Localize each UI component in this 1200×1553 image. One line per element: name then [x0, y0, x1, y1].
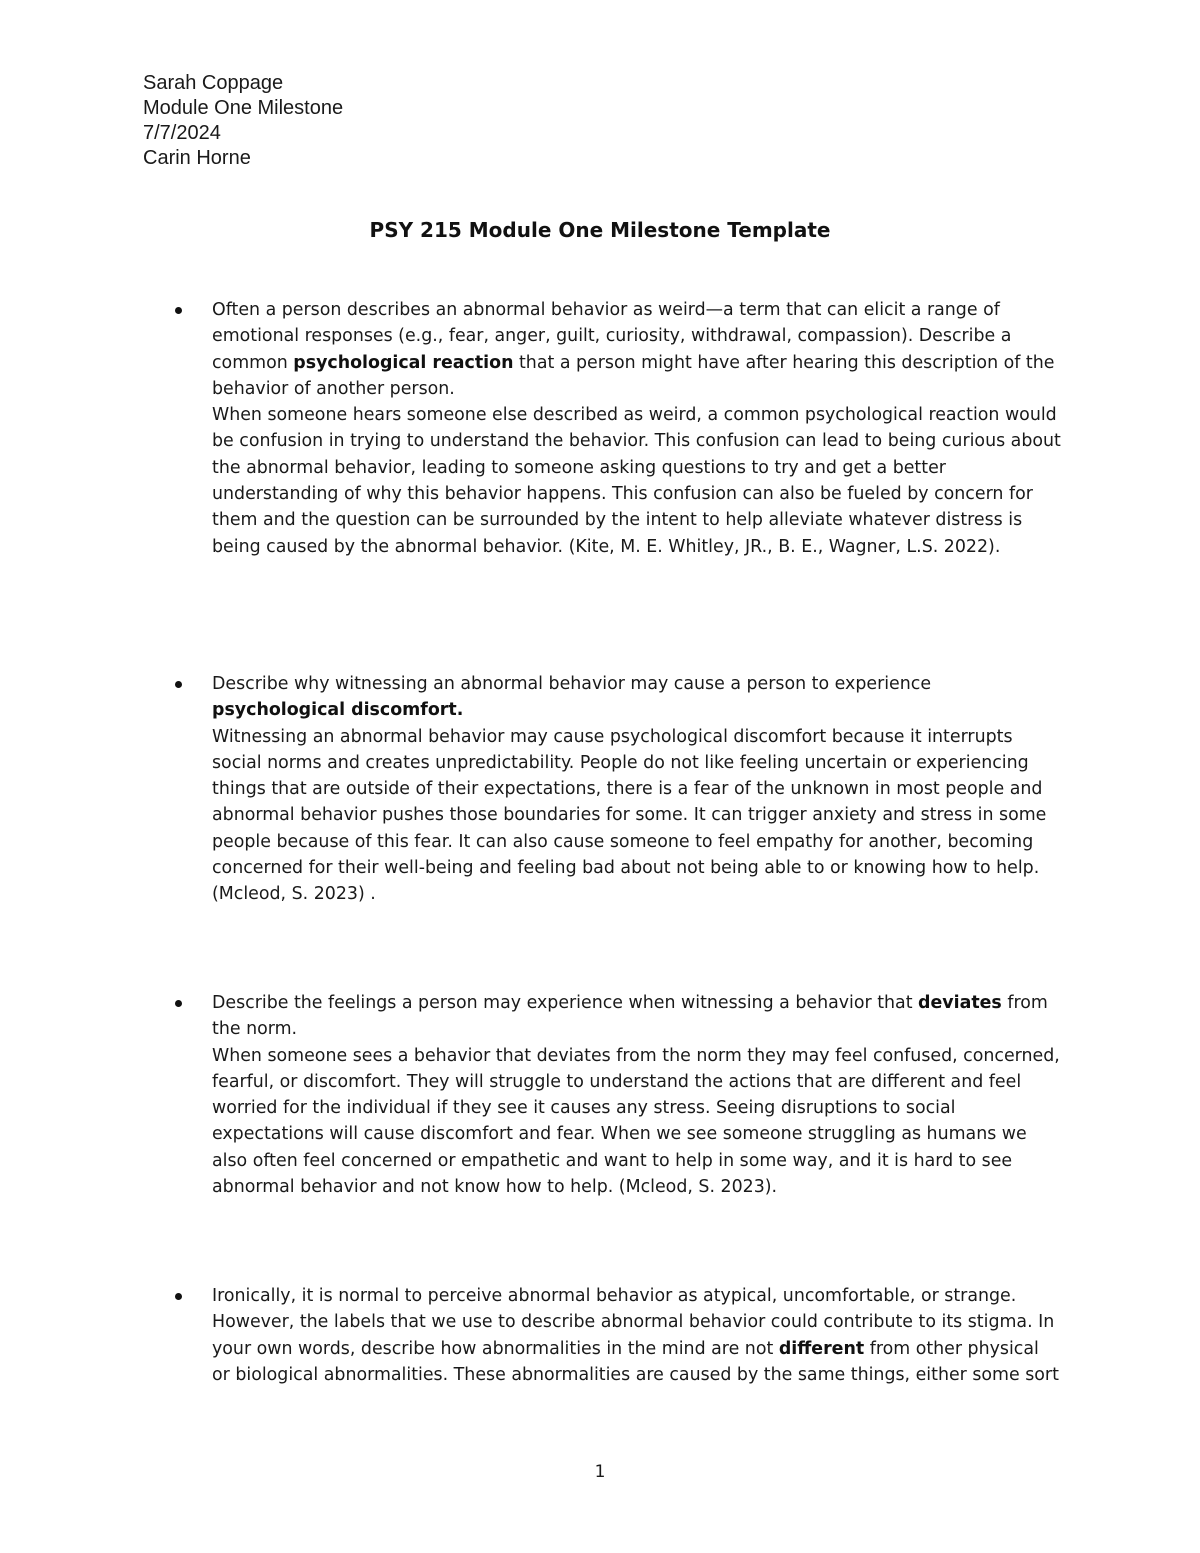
- bullet-icon: [175, 681, 182, 688]
- prompt-text: that a person might have after hearing this description of the behavior of another person.: [212, 352, 1055, 399]
- bullet-icon: [175, 1000, 182, 1007]
- answer-text: These abnormalities are caused by the same things, either some sort: [448, 1364, 1059, 1385]
- document-header: [143, 71, 343, 171]
- prompt-bold-term: deviates: [918, 993, 1002, 1013]
- answer-text: Witnessing an abnormal behavior may cause psychological discomfort because it interrupts social norms and creates unpredictability. People do not like feeling uncertain or experiencing things that are outside of their expectations, there is a fear of the unknown in most people and abnormal behavior pushes those boundaries for some. It can trigger anxiety and stress in some people because of this fear. It can also cause someone to feel empathy for another, becoming concerned for their well-being and feeling bad about not being able to or knowing how to help. (Mcleod, S. 2023) .: [212, 726, 1047, 905]
- prompt-text: from the norm.: [212, 993, 1048, 1040]
- question-item: [212, 671, 1062, 908]
- page-number: 1: [594, 1462, 606, 1482]
- bullet-icon: [175, 307, 182, 314]
- prompt-text: from other physical or biological abnormalities.: [212, 1338, 1039, 1385]
- question-prompt: [212, 671, 1062, 724]
- question-prompt: [212, 1283, 1062, 1388]
- question-item: [212, 1283, 1062, 1388]
- answer-text: When someone hears someone else described as weird, a common psychological reaction would be confusion in trying to understand the behavior. This confusion can lead to being curious about the abnormal behavior, leading to someone asking questions to try and get a better understanding of why this behavior happens. This confusion can also be fueled by concern for them and the question can be surrounded by the intent to help alleviate whatever distress is being caused by the abnormal behavior. (Kite, M. E. Whitley, JR., B. E., Wagner, L.S. 2022).: [212, 405, 1061, 557]
- prompt-text: Ironically, it is normal to perceive abnormal behavior as atypical, uncomfortable, or strange. However, the labels that we use to describe abnormal behavior could contribute to its stigma. In your own words, describe how abnormalities in the mind are not: [212, 1286, 1055, 1359]
- prompt-bold-term: different: [778, 1338, 865, 1359]
- question-prompt: [212, 990, 1062, 1043]
- author-name: Sarah Coppage: [143, 72, 284, 94]
- answer-text: When someone sees a behavior that deviates from the norm they may feel confused, concerned, fearful, or discomfort. They will struggle to understand the actions that are different and feel worried for the individual if they see it causes any stress. Seeing disruptions to social expectations will cause discomfort and fear. When we see someone struggling as humans we also often feel concerned or empathetic and want to help in some way, and it is hard to see abnormal behavior and not know how to help. (Mcleod, S. 2023).: [212, 1045, 1060, 1198]
- instructor-name: Carin Horne: [143, 147, 251, 169]
- prompt-text: Describe why witnessing an abnormal behavior may cause a person to experience: [212, 674, 932, 694]
- document-title: PSY 215 Module One Milestone Template: [369, 218, 831, 242]
- submission-date: 7/7/2024: [143, 122, 221, 144]
- prompt-text: Describe the feelings a person may experience when witnessing a behavior that: [212, 993, 919, 1013]
- prompt-bold-term: psychological discomfort: [212, 700, 457, 721]
- question-item: [212, 990, 1062, 1200]
- question-item: [212, 297, 1062, 560]
- prompt-text: Often a person describes an abnormal behavior as weird—a term that can elicit a range of emotional responses (e.g., fear, anger, guilt, curiosity, withdrawal, compassion). Describe a common: [212, 300, 1012, 373]
- question-prompt: [212, 297, 1062, 402]
- bullet-icon: [175, 1293, 182, 1300]
- prompt-text: .: [456, 700, 464, 721]
- assignment-name: Module One Milestone: [143, 97, 344, 119]
- prompt-bold-term: psychological reaction: [293, 352, 514, 373]
